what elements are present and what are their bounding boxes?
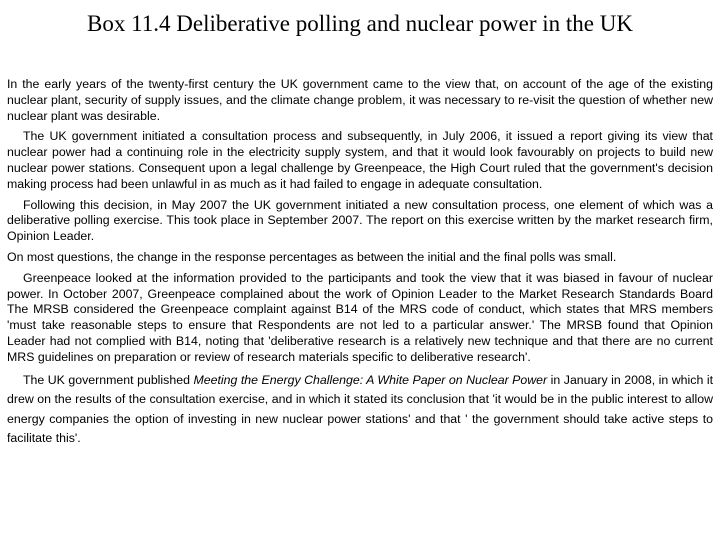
paragraph-4: On most questions, the change in the response percentages as between the initial and the final polls was small. bbox=[7, 249, 617, 264]
paragraph-6-text-end: in January in 2008, in which it drew on the results of the consultation exercise, and in which it stated its conclusion that 'it would be in the public interest to allow energy companies the option of investing in new nuclear power stations' and that ' the government should take active steps to facilitate this'. bbox=[7, 372, 713, 446]
paragraph-3: Following this decision, in May 2007 the UK government initiated a new consultation process, one element of which was a deliberative polling exercise. This took place in September 2007. The report on this exercise written by the market research firm, Opinion Leader. bbox=[7, 197, 713, 244]
paragraph-6 bbox=[7, 371, 713, 449]
box-title: Box 11.4 Deliberative polling and nuclear power in the UK bbox=[87, 11, 633, 36]
box-body bbox=[7, 77, 713, 454]
paragraph-2: The UK government initiated a consultation process and subsequently, in July 2006, it issued a report giving its view that nuclear power had a continuing role in the electricity supply system, and that it would look favourably on projects to build new nuclear power stations. Consequent upon a legal challenge by Greenpeace, the High Court ruled that the government's decision making process had been unlawful in as much as it had failed to engage in adequate consultation. bbox=[7, 129, 713, 191]
white-paper-title: Meeting the Energy Challenge: A White Paper on Nuclear Power bbox=[193, 372, 548, 387]
paragraph-1: In the early years of the twenty-first century the UK government came to the view that, on account of the age of the existing nuclear plant, security of supply issues, and the climate change problem, it was necessary to re-visit the question of whether new nuclear plant was desirable. bbox=[7, 77, 713, 123]
paragraph-6-text-start: The UK government published bbox=[23, 372, 194, 387]
paragraph-5: Greenpeace looked at the information provided to the participants and took the view that it was biased in favour of nuclear power. In October 2007, Greenpeace complained about the work of Opinion Leader to the Market Research Standards Board The MRSB considered the Greenpeace complaint against B14 of the MRS code of conduct, which states that MRS members 'must take reasonable steps to ensure that Respondents are not led to a particular answer.' The MRSB found that Opinion Leader had not complied with B14, noting that 'deliberative research is a relatively new technique and that there are no current MRS guidelines on preparation or review of research materials specific to deliberative research'. bbox=[7, 270, 713, 364]
